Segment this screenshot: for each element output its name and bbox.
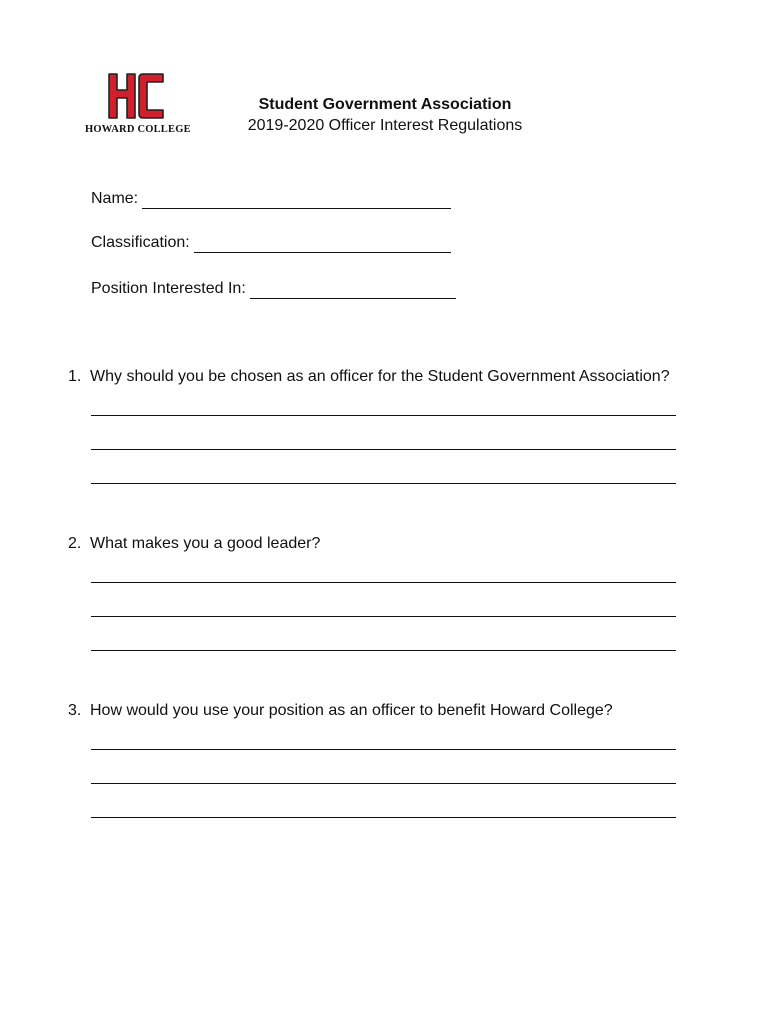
classification-blank[interactable] bbox=[194, 238, 451, 253]
answer-3-line-1[interactable] bbox=[91, 749, 676, 750]
answer-1-line-1[interactable] bbox=[91, 415, 676, 416]
answer-2-line-2[interactable] bbox=[91, 616, 676, 617]
question-2 bbox=[68, 534, 320, 554]
answer-1-line-3[interactable] bbox=[91, 483, 676, 484]
question-2-number: 2. bbox=[68, 535, 82, 552]
classification-field bbox=[91, 233, 451, 253]
answer-2-line-1[interactable] bbox=[91, 582, 676, 583]
classification-label: Classification: bbox=[91, 234, 190, 251]
question-1-number: 1. bbox=[68, 368, 82, 385]
answer-3-line-2[interactable] bbox=[91, 783, 676, 784]
question-1 bbox=[68, 367, 670, 387]
logo-text: HOWARD COLLEGE bbox=[85, 124, 191, 135]
document-subtitle: 2019-2020 Officer Interest Regulations bbox=[247, 117, 523, 134]
answer-1-line-2[interactable] bbox=[91, 449, 676, 450]
position-blank[interactable] bbox=[250, 284, 456, 299]
document-title: Student Government Association bbox=[258, 96, 512, 113]
position-field bbox=[91, 279, 456, 299]
answer-2-line-3[interactable] bbox=[91, 650, 676, 651]
question-3-text: How would you use your position as an officer to benefit Howard College? bbox=[90, 702, 613, 719]
name-field bbox=[91, 189, 451, 209]
question-2-text: What makes you a good leader? bbox=[90, 535, 321, 552]
document-header bbox=[230, 95, 540, 137]
position-label: Position Interested In: bbox=[91, 280, 246, 297]
question-1-text: Why should you be chosen as an officer for the Student Government Association? bbox=[90, 368, 670, 385]
name-label: Name: bbox=[91, 190, 139, 207]
name-blank[interactable] bbox=[142, 194, 451, 209]
question-3-number: 3. bbox=[68, 702, 82, 719]
question-3 bbox=[68, 701, 613, 721]
answer-3-line-3[interactable] bbox=[91, 817, 676, 818]
howard-college-logo bbox=[85, 70, 191, 138]
hc-logo-mark-icon bbox=[105, 70, 167, 122]
